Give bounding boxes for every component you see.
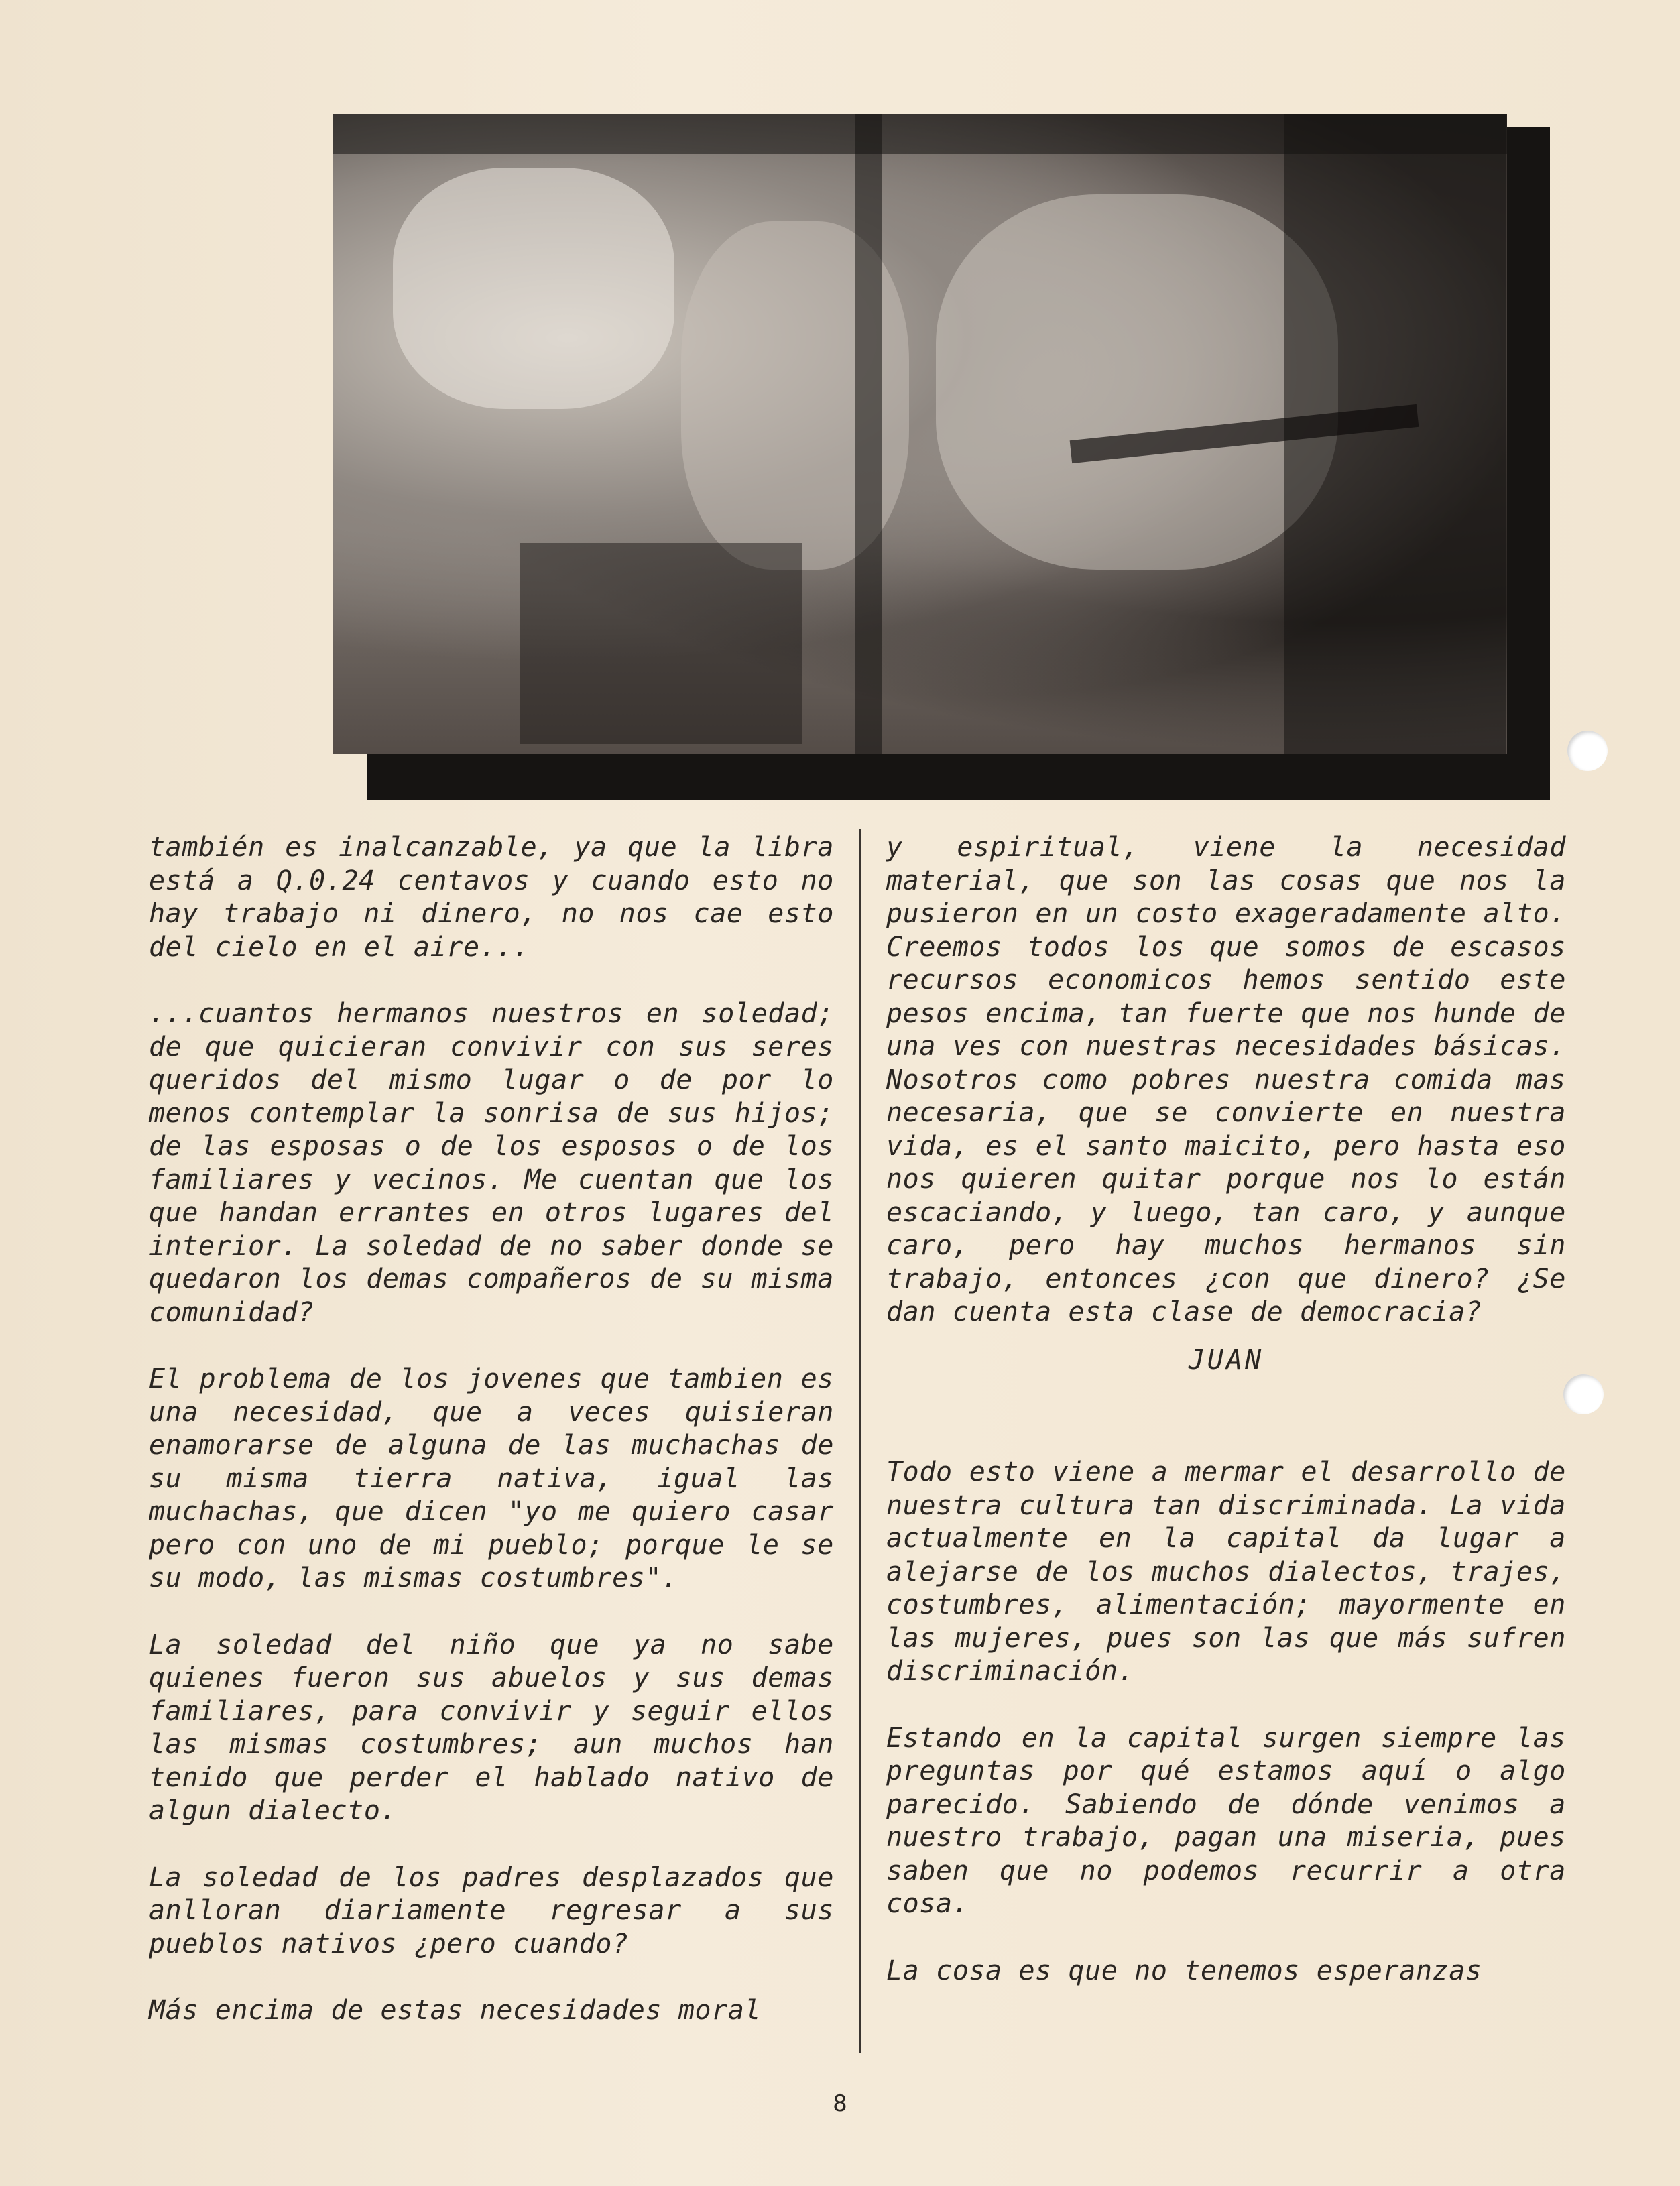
article-photo xyxy=(333,114,1507,754)
paragraph: La cosa es que no tenemos esperanzas xyxy=(886,1955,1482,1986)
punch-hole xyxy=(1563,1374,1604,1414)
paragraph: Todo esto viene a mermar el desarrollo de nuestra cultura tan discriminada. La vida actualmente en la capital da lugar a alejarse de los muchos dialectos, trajes, costumbres, alimentación; mayormente en las mujeres, pues son las que más sufren discriminación. xyxy=(886,1457,1566,1687)
paragraph: El problema de los jovenes que tambien es una necesidad, que a veces quisieran enamorarse de alguna de las muchachas de su misma tierra nativa, igual las muchachas, que dicen "yo me quiero casar pero con uno de mi pueblo; porque le se su modo, las mismas costumbres". xyxy=(149,1363,834,1593)
paragraph: Estando en la capital surgen siempre las preguntas por qué estamos aquí o algo parecido. Sabiendo de dónde venimos a nuestro trabajo, pagan una miseria, pues saben que no podemos recurrir a otra cosa. xyxy=(886,1722,1566,1919)
column-divider xyxy=(859,829,861,2053)
paragraph: y espiritual, viene la necesidad material, que son las cosas que nos la pusieron en un costo exageradamente alto. Creemos todos los que somos de escasos recursos economicos hemos sentido este pesos encima, tan fuerte que nos hunde de una ves con nuestras necesidades básicas. Nosotros como pobres nuestra comida mas necesaria, que se convierte en nuestra vida, es el santo maicito, pero hasta eso nos quieren quitar porque nos lo están escaciando, y luego, tan caro, y aunque caro, pero hay muchos hermanos sin trabajo, entonces ¿con que dinero? ¿Se dan cuenta esta clase de democracia? xyxy=(886,832,1566,1327)
punch-hole xyxy=(1567,731,1608,771)
paragraph: también es inalcanzable, ya que la libra está a Q.0.24 centavos y cuando esto no hay trabajo ni dinero, no nos cae esto del cielo en el aire... xyxy=(149,832,834,963)
page-number: 8 xyxy=(833,2090,847,2117)
paragraph: Más encima de estas necesidades moral xyxy=(149,1995,762,2026)
author-signature: JUAN xyxy=(1188,1344,1264,1376)
paragraph: ...cuantos hermanos nuestros en soledad; de que quicieran convivir con sus seres queridos del mismo lugar o de por lo menos contemplar la sonrisa de sus hijos; de las esposas o de los esposos o de los familiares y vecinos. Me cuentan que los que handan errantes en otros lugares del interior. La soledad de no saber donde se quedaron los demas compañeros de su misma comunidad? xyxy=(149,998,834,1328)
paragraph: La soledad de los padres desplazados que anlloran diariamente regresar a sus pueblos nativos ¿pero cuando? xyxy=(149,1862,834,1959)
paragraph: La soledad del niño que ya no sabe quienes fueron sus abuelos y sus demas familiares, para convivir y seguir ellos las mismas costumbres; aun muchos han tenido que perder el hablado nativo de algun dialecto. xyxy=(149,1629,834,1826)
right-column xyxy=(886,831,1566,1988)
left-column xyxy=(149,831,834,2028)
